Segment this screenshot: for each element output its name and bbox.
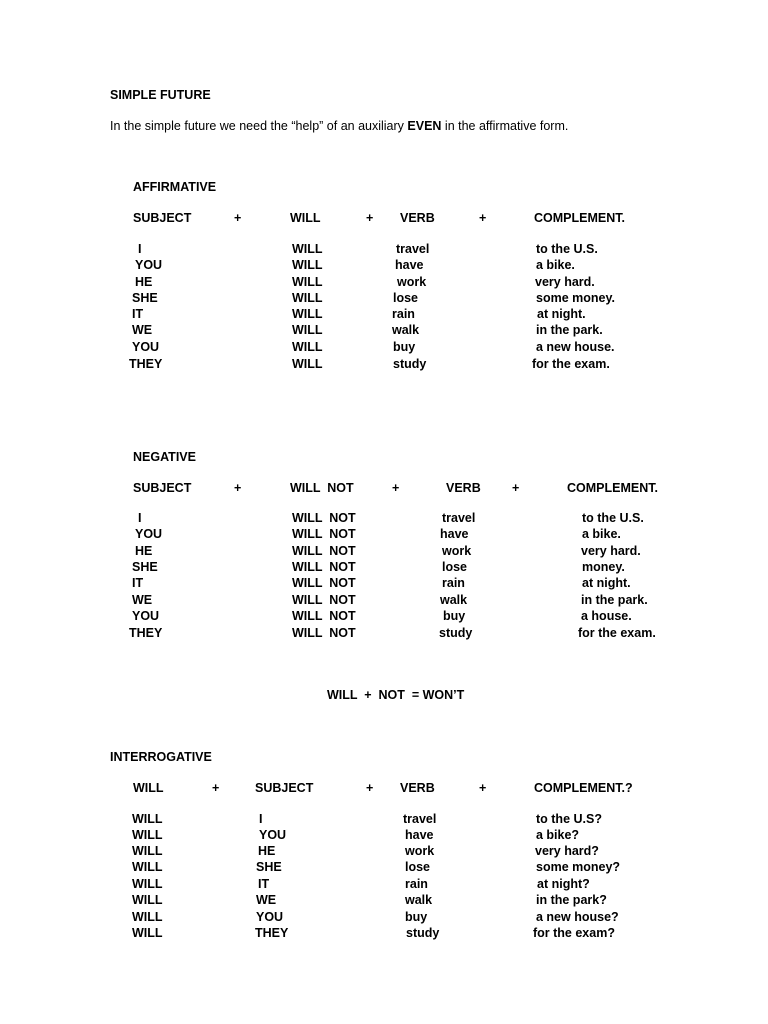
table-cell: WILL — [132, 893, 163, 907]
table-cell: IT — [132, 307, 144, 321]
table-cell: WILL — [292, 258, 323, 272]
table-cell: THEY — [129, 357, 163, 371]
table-cell: rain — [442, 576, 465, 590]
table-cell: WILL — [292, 291, 323, 305]
interrogative-header-plus: + — [366, 781, 374, 795]
table-cell: WILL — [292, 307, 323, 321]
table-cell: buy — [405, 910, 428, 924]
table-cell: YOU — [256, 910, 284, 924]
contraction-rule: WILL + NOT = WON’T — [327, 688, 465, 702]
table-cell: WILL — [292, 275, 323, 289]
table-cell: for the exam. — [578, 626, 656, 640]
interrogative-header-subject: SUBJECT — [255, 781, 314, 795]
table-cell: WILL NOT — [292, 593, 356, 607]
table-cell: in the park. — [536, 323, 603, 337]
affirmative-header-subject: SUBJECT — [133, 211, 192, 225]
table-cell: I — [138, 242, 142, 256]
negative-heading: NEGATIVE — [133, 450, 196, 464]
table-cell: WILL NOT — [292, 609, 356, 623]
table-cell: a house. — [581, 609, 632, 623]
table-cell: some money? — [536, 860, 621, 874]
table-cell: WILL — [292, 357, 323, 371]
table-cell: WILL NOT — [292, 560, 356, 574]
table-cell: rain — [405, 877, 428, 891]
table-cell: WILL — [132, 910, 163, 924]
table-cell: in the park? — [536, 893, 607, 907]
negative-header-plus: + — [392, 481, 400, 495]
table-cell: WILL — [132, 844, 163, 858]
table-cell: a bike. — [536, 258, 575, 272]
table-cell: I — [138, 511, 142, 525]
table-cell: for the exam? — [533, 926, 615, 940]
page-title: SIMPLE FUTURE — [110, 88, 211, 102]
table-cell: a new house. — [536, 340, 615, 354]
table-cell: YOU — [135, 258, 163, 272]
table-cell: walk — [392, 323, 420, 337]
table-cell: to the U.S. — [582, 511, 644, 525]
table-cell: travel — [403, 812, 437, 826]
negative-header-plus: + — [234, 481, 242, 495]
table-cell: IT — [132, 576, 144, 590]
table-cell: lose — [442, 560, 468, 574]
table-cell: IT — [258, 877, 270, 891]
table-cell: travel — [442, 511, 476, 525]
affirmative-header-will: WILL — [290, 211, 321, 225]
table-cell: HE — [135, 544, 153, 558]
table-cell: WILL — [132, 812, 163, 826]
table-cell: WILL NOT — [292, 626, 356, 640]
table-cell: THEY — [129, 626, 163, 640]
table-cell: work — [442, 544, 472, 558]
table-cell: have — [395, 258, 424, 272]
table-cell: to the U.S. — [536, 242, 598, 256]
negative-header-complement: COMPLEMENT. — [567, 481, 658, 495]
table-cell: a bike. — [582, 527, 621, 541]
table-cell: a new house? — [536, 910, 619, 924]
table-cell: walk — [440, 593, 468, 607]
affirmative-heading: AFFIRMATIVE — [133, 180, 217, 194]
table-cell: have — [405, 828, 434, 842]
table-cell: lose — [393, 291, 419, 305]
table-cell: travel — [396, 242, 430, 256]
table-cell: WE — [132, 323, 153, 337]
table-cell: WILL — [132, 860, 163, 874]
table-cell: a bike? — [536, 828, 580, 842]
table-cell: work — [397, 275, 427, 289]
table-cell: have — [440, 527, 469, 541]
table-cell: walk — [405, 893, 433, 907]
table-cell: YOU — [259, 828, 287, 842]
table-cell: WILL — [292, 340, 323, 354]
table-cell: WILL — [292, 323, 323, 337]
negative-header-verb: VERB — [446, 481, 481, 495]
table-cell: THEY — [255, 926, 289, 940]
table-cell: YOU — [132, 340, 160, 354]
table-cell: at night? — [537, 877, 590, 891]
affirmative-header-plus: + — [479, 211, 487, 225]
affirmative-header-complement: COMPLEMENT. — [534, 211, 625, 225]
negative-header-plus: + — [512, 481, 520, 495]
interrogative-heading: INTERROGATIVE — [110, 750, 212, 764]
table-cell: WE — [132, 593, 153, 607]
table-cell: buy — [443, 609, 466, 623]
table-cell: at night. — [537, 307, 586, 321]
table-cell: WILL — [132, 877, 163, 891]
table-cell: WILL — [132, 926, 163, 940]
intro-emphasis: EVEN — [407, 119, 442, 133]
table-cell: WILL — [132, 828, 163, 842]
affirmative-header-plus: + — [366, 211, 374, 225]
table-cell: WILL — [292, 242, 323, 256]
interrogative-header-plus: + — [212, 781, 220, 795]
table-cell: HE — [258, 844, 276, 858]
table-cell: study — [393, 357, 427, 371]
negative-header-will-not: WILL NOT — [290, 481, 354, 495]
table-cell: to the U.S? — [536, 812, 602, 826]
table-cell: YOU — [135, 527, 163, 541]
intro-text-after: in the affirmative form. — [441, 119, 569, 133]
table-cell: at night. — [582, 576, 631, 590]
interrogative-header-verb: VERB — [400, 781, 435, 795]
table-cell: rain — [392, 307, 415, 321]
affirmative-header-verb: VERB — [400, 211, 435, 225]
interrogative-header-complement: COMPLEMENT.? — [534, 781, 633, 795]
table-cell: WILL NOT — [292, 544, 356, 558]
table-cell: I — [259, 812, 263, 826]
table-cell: study — [406, 926, 440, 940]
table-cell: WILL NOT — [292, 511, 356, 525]
table-cell: very hard. — [581, 544, 641, 558]
table-cell: WE — [256, 893, 277, 907]
intro-text-before: In the simple future we need the “help” of an auxiliary — [110, 119, 408, 133]
table-cell: YOU — [132, 609, 160, 623]
table-cell: very hard. — [535, 275, 595, 289]
table-cell: SHE — [256, 860, 282, 874]
table-cell: very hard? — [535, 844, 599, 858]
interrogative-header-will: WILL — [133, 781, 164, 795]
table-cell: lose — [405, 860, 431, 874]
negative-header-subject: SUBJECT — [133, 481, 192, 495]
table-cell: SHE — [132, 560, 158, 574]
table-cell: some money. — [536, 291, 615, 305]
table-cell: for the exam. — [532, 357, 610, 371]
table-cell: money. — [582, 560, 625, 574]
interrogative-header-plus: + — [479, 781, 487, 795]
table-cell: buy — [393, 340, 416, 354]
intro-paragraph — [110, 118, 568, 134]
table-cell: study — [439, 626, 473, 640]
table-cell: WILL NOT — [292, 576, 356, 590]
table-cell: in the park. — [581, 593, 648, 607]
table-cell: HE — [135, 275, 153, 289]
table-cell: WILL NOT — [292, 527, 356, 541]
table-cell: work — [405, 844, 435, 858]
table-cell: SHE — [132, 291, 158, 305]
affirmative-header-plus: + — [234, 211, 242, 225]
